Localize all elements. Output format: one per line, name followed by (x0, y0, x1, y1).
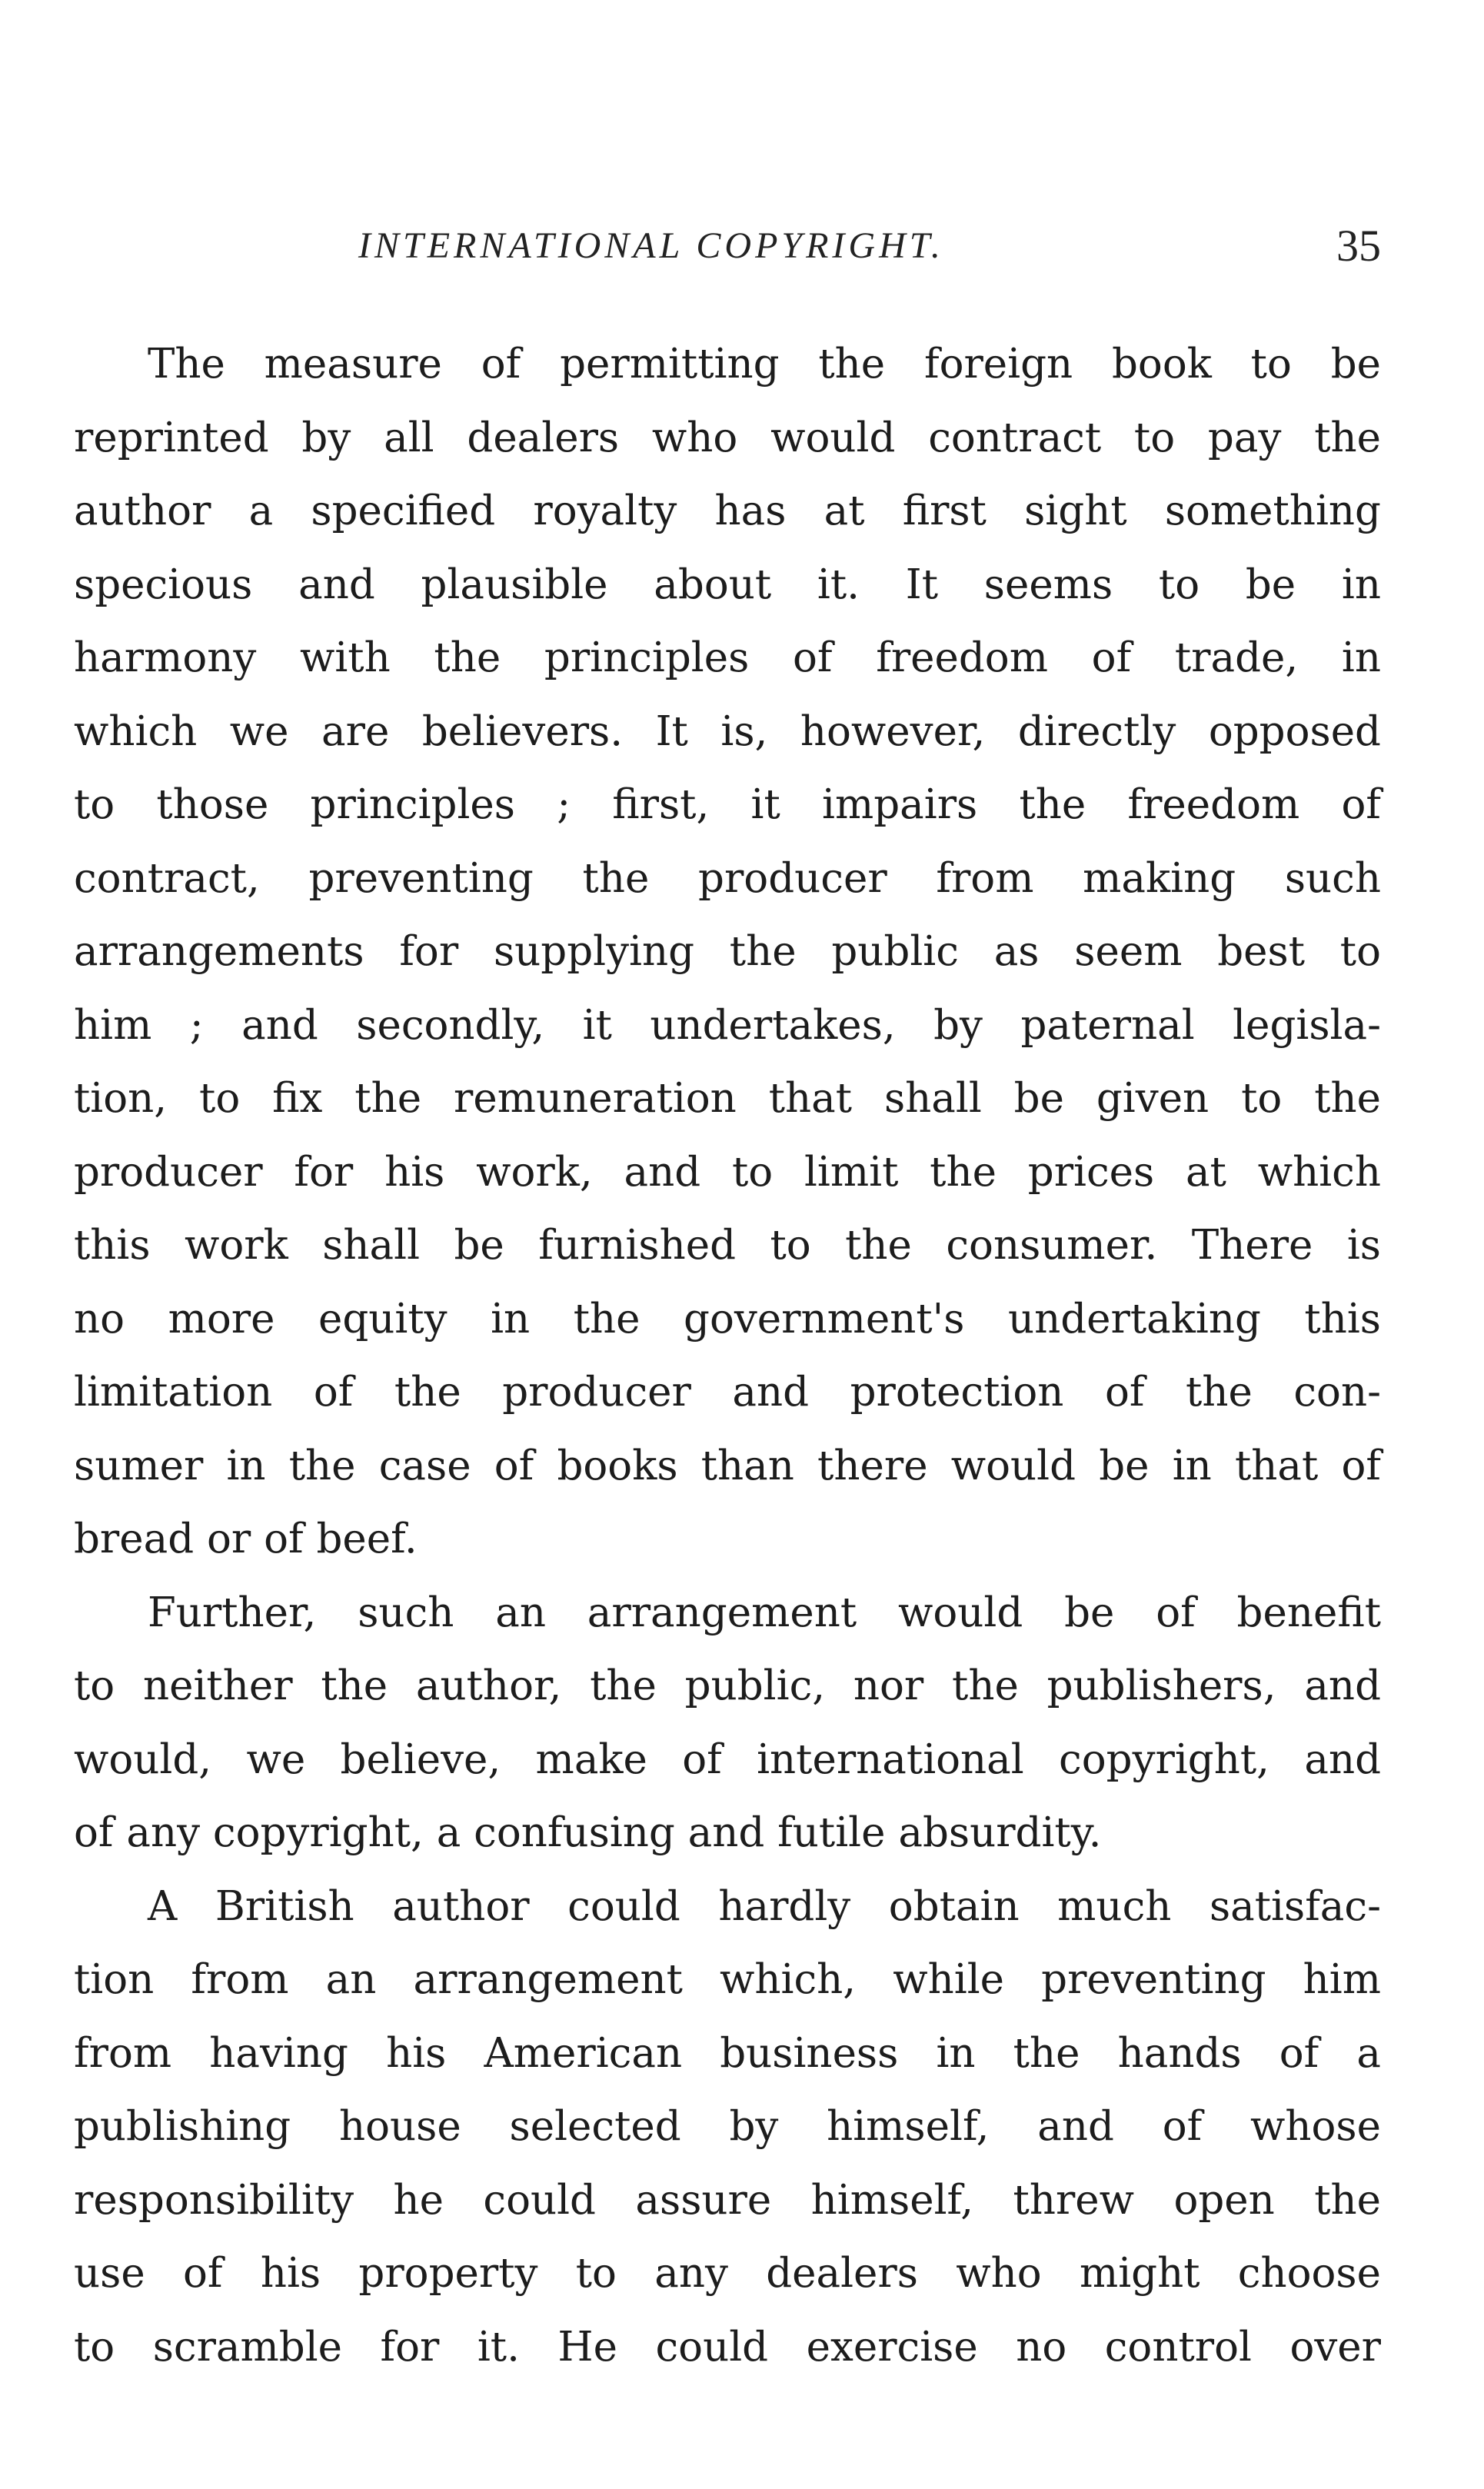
text-line: A British author could hardly obtain much satisfac- (148, 1882, 1381, 1930)
text-line: contract, preventing the producer from making such (74, 854, 1381, 902)
text-line: harmony with the principles of freedom of trade, in (74, 634, 1381, 681)
text-line: to scramble for it. He could exercise no control over (74, 2323, 1381, 2371)
text-line: reprinted by all dealers who would contract to pay the (74, 414, 1381, 461)
text-line: bread or of beef. (74, 1516, 418, 1562)
page-number: 35 (1336, 221, 1381, 271)
text-line: sumer in the case of books than there would be in that of (74, 1442, 1381, 1489)
text-line: producer for his work, and to limit the prices at which (74, 1148, 1381, 1196)
text-line: from having his American business in the hands of a (74, 2029, 1381, 2077)
text-line: limitation of the producer and protection of the con- (74, 1369, 1381, 1416)
text-line: author a specified royalty has at first sight something (74, 487, 1381, 534)
text-line: The measure of permitting the foreign book to be (148, 341, 1381, 388)
running-header (74, 221, 1381, 286)
text-line: him ; and secondly, it undertakes, by paternal legisla- (74, 1001, 1381, 1049)
body-text (74, 328, 1381, 2384)
text-line: tion, to fix the remuneration that shall be given to the (74, 1075, 1381, 1122)
text-line: arrangements for supplying the public as seem best to (74, 928, 1381, 975)
text-line: Further, such an arrangement would be of benefit (148, 1589, 1381, 1636)
text-line: no more equity in the government's undertaking this (74, 1295, 1381, 1343)
text-line: to neither the author, the public, nor the publishers, and (74, 1662, 1381, 1709)
text-line: use of his property to any dealers who might choose (74, 2250, 1381, 2297)
text-line: tion from an arrangement which, while preventing him (74, 1956, 1381, 2003)
text-line: of any copyright, a confusing and futile absurdity. (74, 1809, 1102, 1856)
text-line: which we are believers. It is, however, directly opposed (74, 707, 1381, 755)
running-title: INTERNATIONAL COPYRIGHT. (358, 225, 944, 266)
text-line: would, we believe, make of international copyright, and (74, 1735, 1381, 1783)
text-line: specious and plausible about it. It seems to be in (74, 561, 1381, 608)
text-line: this work shall be furnished to the consumer. There is (74, 1222, 1381, 1269)
text-line: responsibility he could assure himself, threw open the (74, 2176, 1381, 2224)
text-line: publishing house selected by himself, and of whose (74, 2103, 1381, 2150)
text-line: to those principles ; first, it impairs the freedom of (74, 781, 1381, 828)
